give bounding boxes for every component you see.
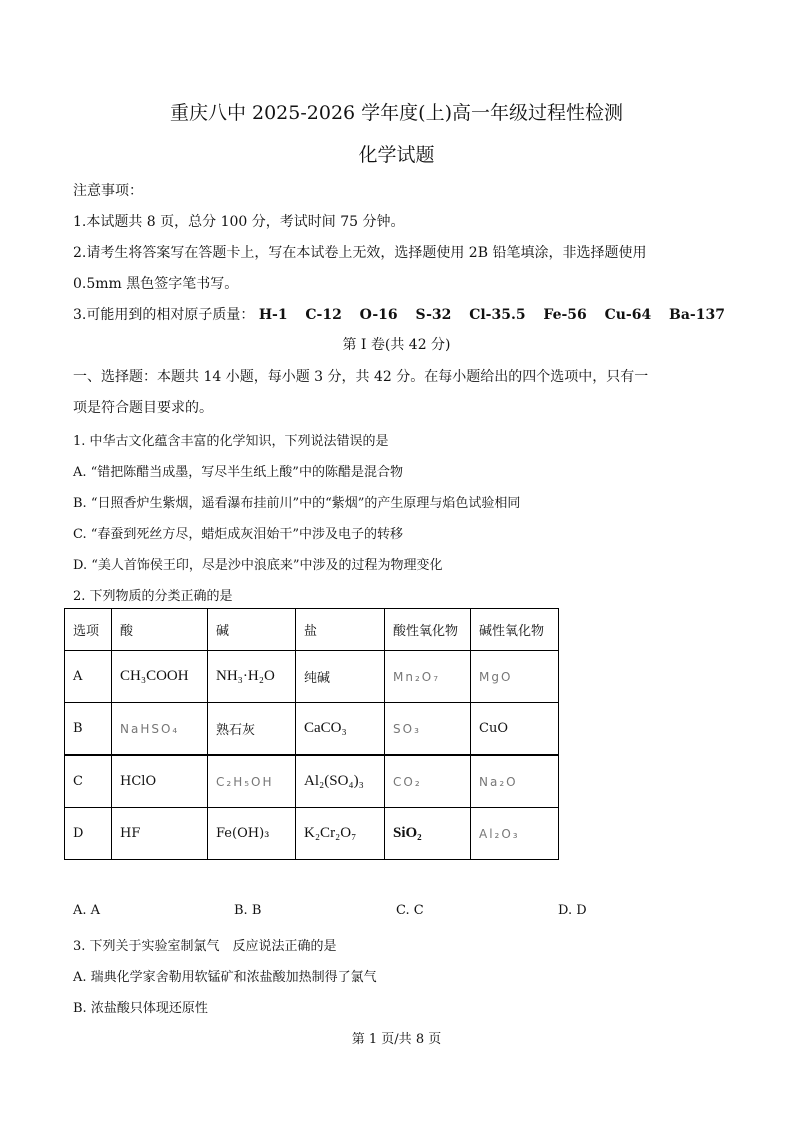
q2-option-c: C. C [396, 903, 424, 918]
cell-base: C₂H₅OH [208, 755, 296, 808]
cell-salt: CaCO₃ [296, 703, 385, 756]
cell-acid: HClO [112, 755, 208, 808]
cell-option: D [65, 808, 112, 860]
cell-option: C [65, 755, 112, 808]
header-acidic-oxide: 酸性氧化物 [385, 609, 471, 651]
subject-title: 化学试题 [358, 144, 435, 166]
cell-acid: NaHSO₄ [112, 703, 208, 756]
note-1: 1.本试题共 8 页，总分 100 分，考试时间 75 分钟。 [73, 214, 405, 230]
cell-acid: HF [112, 808, 208, 860]
mass-o: O-16 [359, 307, 398, 323]
cell-acidic-oxide: SO₃ [385, 703, 471, 756]
q1-stem: 1. 中华古文化蕴含丰富的化学知识，下列说法错误的是 [73, 434, 389, 449]
cell-acidic-oxide: SiO₂ [385, 808, 471, 860]
cell-option: A [65, 651, 112, 703]
header-option: 选项 [65, 609, 112, 651]
note-2-line-1: 2.请考生将答案写在答题卡上，写在本试卷上无效，选择题使用 2B 铅笔填涂，非选择题使用 [73, 245, 647, 261]
mass-ba: Ba-137 [669, 307, 725, 323]
q1-option-a: A. “错把陈醋当成墨，写尽半生纸上酸”中的陈醋是混合物 [73, 465, 403, 480]
note-2-line-2: 0.5mm 黑色签字笔书写。 [73, 276, 239, 292]
cell-basic-oxide: CuO [471, 703, 559, 756]
header-base: 碱 [208, 609, 296, 651]
cell-salt: K₂Cr₂O₇ [296, 808, 385, 860]
classification-table [64, 608, 559, 860]
notes-heading: 注意事项： [73, 183, 143, 199]
q2-option-d: D. D [558, 903, 587, 918]
header-basic-oxide: 碱性氧化物 [471, 609, 559, 651]
mass-c: C-12 [305, 307, 342, 323]
cell-basic-oxide: MgO [471, 651, 559, 703]
q1-option-d: D. “美人首饰侯王印，尽是沙中浪底来”中涉及的过程为物理变化 [73, 558, 443, 573]
volume-heading: 第 I 卷(共 42 分) [342, 337, 451, 353]
q3-option-a: A. 瑞典化学家舍勒用软锰矿和浓盐酸加热制得了氯气 [73, 970, 377, 985]
table-row [65, 703, 559, 756]
note-3 [73, 304, 725, 324]
section-intro-line-2: 项是符合题目要求的。 [73, 400, 213, 416]
q2-option-b: B. B [234, 903, 262, 918]
document-title: 重庆八中 2025-2026 学年度(上)高一年级过程性检测 [169, 102, 624, 124]
table-row [65, 755, 559, 808]
table-row [65, 651, 559, 703]
cell-basic-oxide: Na₂O [471, 755, 559, 808]
mass-h: H-1 [258, 307, 288, 323]
mass-cl: Cl-35.5 [469, 307, 526, 323]
section-intro-line-1: 一、选择题：本题共 14 小题，每小题 3 分，共 42 分。在每小题给出的四个选项中，只有一 [73, 369, 649, 385]
table-header-row [65, 609, 559, 651]
q1-option-c: C. “春蚕到死丝方尽，蜡炬成灰泪始干”中涉及电子的转移 [73, 527, 404, 542]
q2-option-a: A. A [73, 903, 101, 918]
cell-base: NH₃·H₂O [208, 651, 296, 703]
q3-option-b: B. 浓盐酸只体现还原性 [73, 1001, 208, 1016]
cell-salt: Al₂(SO₄)₃ [296, 755, 385, 808]
cell-base: 熟石灰 [208, 703, 296, 756]
table-row [65, 808, 559, 860]
cell-acidic-oxide: Mn₂O₇ [385, 651, 471, 703]
q1-option-b: B. “日照香炉生紫烟，遥看瀑布挂前川”中的“紫烟”的产生原理与焰色试验相同 [73, 496, 521, 511]
page-footer: 第 1 页/共 8 页 [351, 1032, 442, 1047]
mass-s: S-32 [415, 307, 452, 323]
mass-fe: Fe-56 [543, 307, 587, 323]
note-3-label: 3.可能用到的相对原子质量： [73, 307, 255, 323]
cell-acidic-oxide: CO₂ [385, 755, 471, 808]
cell-basic-oxide: Al₂O₃ [471, 808, 559, 860]
cell-salt: 纯碱 [296, 651, 385, 703]
header-salt: 盐 [296, 609, 385, 651]
cell-option: B [65, 703, 112, 756]
cell-base: Fe(OH)₃ [208, 808, 296, 860]
q3-stem: 3. 下列关于实验室制氯气 反应说法正确的是 [73, 939, 337, 954]
cell-acid: CH₃COOH [112, 651, 208, 703]
header-acid: 酸 [112, 609, 208, 651]
q2-stem: 2. 下列物质的分类正确的是 [73, 589, 233, 604]
mass-cu: Cu-64 [604, 307, 652, 323]
